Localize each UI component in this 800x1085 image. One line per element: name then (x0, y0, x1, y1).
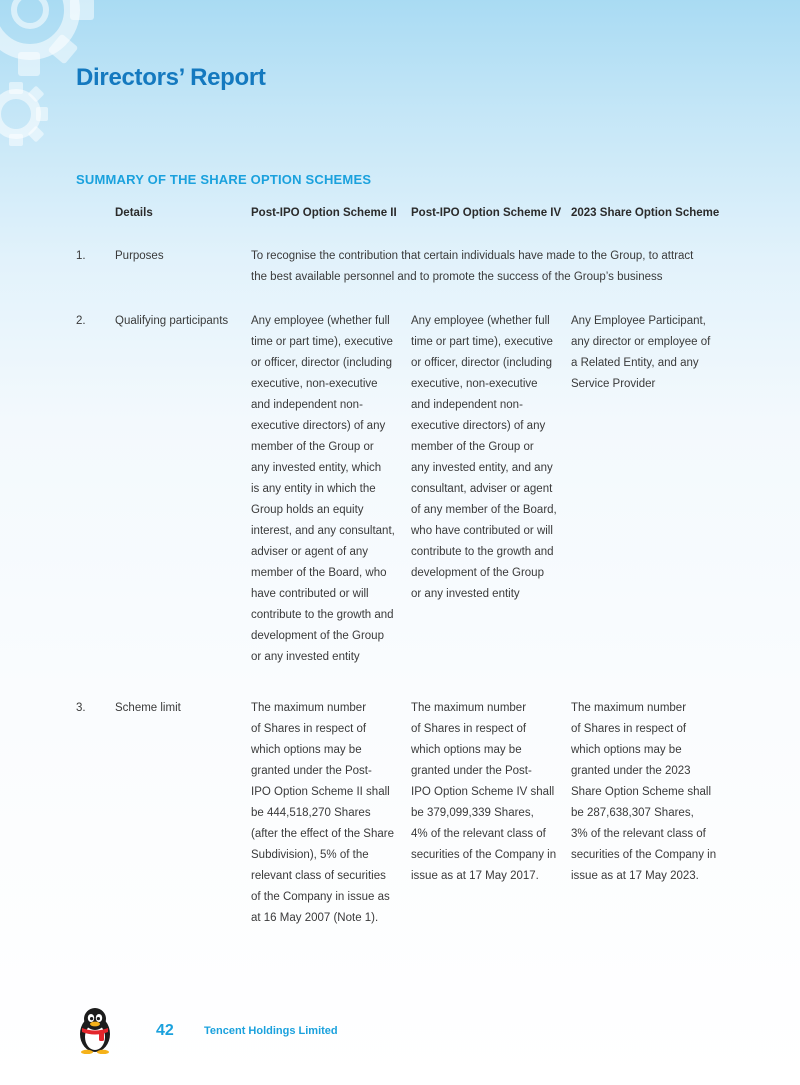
cell-text-line: granted under the Post- (411, 765, 532, 777)
row-label: Qualifying participants (115, 315, 229, 327)
cell-text-line: of any member of the Board, (411, 504, 557, 516)
cell-text-line: member of the Group or (411, 441, 534, 453)
cell-text-line: who have contributed or will (411, 525, 553, 537)
row-number: 2. (76, 315, 86, 327)
cell-text-line: 4% of the relevant class of (411, 828, 546, 840)
cell-text-line: at 16 May 2007 (Note 1). (251, 912, 379, 924)
cell-text-line: adviser or agent of any (251, 546, 368, 558)
company-name: Tencent Holdings Limited (204, 1025, 338, 1037)
cell-2023-scheme (571, 698, 723, 887)
cell-text-line: securities of the Company in (411, 849, 557, 861)
cell-text-line: (after the effect of the Share (251, 828, 394, 840)
row-label: Scheme limit (115, 702, 181, 714)
cell-text-line: of Shares in respect of (251, 723, 367, 735)
row-label: Purposes (115, 250, 164, 262)
cell-text-line: and independent non- (411, 399, 523, 411)
cell-text-line: issue as at 17 May 2023. (571, 870, 699, 882)
cell-text-line: be 287,638,307 Shares, (571, 807, 694, 819)
cell-scheme-iv (411, 311, 563, 605)
cell-text-line: IPO Option Scheme IV shall (411, 786, 555, 798)
cell-text-line: the best available personnel and to promote the success of the Group’s business (251, 271, 663, 283)
cell-text-line: The maximum number (251, 702, 367, 714)
cell-text-line: IPO Option Scheme II shall (251, 786, 390, 798)
cell-text-line: of Shares in respect of (571, 723, 687, 735)
cell-text-line: development of the Group (411, 567, 544, 579)
cell-text-line: To recognise the contribution that certain individuals have made to the Group, to attract (251, 250, 694, 262)
cell-text-line: or officer, director (including (411, 357, 553, 369)
cell-text-line: a Related Entity, and any (571, 357, 699, 369)
cell-text-line: any director or employee of (571, 336, 711, 348)
cell-text-line: The maximum number (571, 702, 687, 714)
cell-text-line: consultant, adviser or agent (411, 483, 553, 495)
cell-text-line: Any Employee Participant, (571, 315, 706, 327)
cell-text-line: which options may be (411, 744, 522, 756)
cell-text-line: be 379,099,339 Shares, (411, 807, 534, 819)
cell-text-line: is any entity in which the (251, 483, 376, 495)
cell-text-line: issue as at 17 May 2017. (411, 870, 539, 882)
cell-text-line: Share Option Scheme shall (571, 786, 711, 798)
cell-text-line: interest, and any consultant, (251, 525, 395, 537)
cell-text-line: have contributed or will (251, 588, 369, 600)
cell-text-line: which options may be (571, 744, 682, 756)
cell-text-line: securities of the Company in (571, 849, 717, 861)
page-title: Directors’ Report (76, 64, 266, 91)
cell-text-line: any invested entity, which (251, 462, 382, 474)
cell-text-line: development of the Group (251, 630, 384, 642)
cell-text-line: or officer, director (including (251, 357, 393, 369)
cell-text-line: The maximum number (411, 702, 527, 714)
cell-text-line: 3% of the relevant class of (571, 828, 706, 840)
cell-text-line: of the Company in issue as (251, 891, 390, 903)
cell-text-line: or any invested entity (251, 651, 360, 663)
cell-text-line: Group holds an equity (251, 504, 364, 516)
cell-text-line: Service Provider (571, 378, 656, 390)
cell-scheme-ii (251, 698, 403, 929)
column-header-scheme-iv: Post-IPO Option Scheme IV (411, 207, 562, 219)
page-number: 42 (156, 1022, 174, 1039)
cell-scheme-iv (411, 698, 563, 887)
cell-text-line: and independent non- (251, 399, 363, 411)
section-heading: SUMMARY OF THE SHARE OPTION SCHEMES (76, 172, 372, 187)
column-header-details: Details (115, 207, 153, 219)
cell-text-line: time or part time), executive (251, 336, 393, 348)
cell-text-line: relevant class of securities (251, 870, 386, 882)
cell-text-line: Any employee (whether full (251, 315, 390, 327)
cell-text-line: member of the Board, who (251, 567, 387, 579)
row-spanning-cell (251, 246, 721, 288)
cell-text-line: executive directors) of any (251, 420, 386, 432)
column-header-2023-scheme: 2023 Share Option Scheme (571, 207, 720, 219)
cell-text-line: executive, non-executive (411, 378, 538, 390)
cell-text-line: contribute to the growth and (411, 546, 554, 558)
row-number: 3. (76, 702, 86, 714)
cell-text-line: executive, non-executive (251, 378, 378, 390)
cell-text-line: of Shares in respect of (411, 723, 527, 735)
cell-text-line: granted under the 2023 (571, 765, 691, 777)
cell-text-line: be 444,518,270 Shares (251, 807, 371, 819)
cell-text-line: Subdivision), 5% of the (251, 849, 369, 861)
cell-text-line: any invested entity, and any (411, 462, 553, 474)
cell-text-line: time or part time), executive (411, 336, 553, 348)
cell-text-line: which options may be (251, 744, 362, 756)
cell-text-line: or any invested entity (411, 588, 520, 600)
cell-text-line: Any employee (whether full (411, 315, 550, 327)
cell-scheme-ii (251, 311, 403, 668)
cell-text-line: contribute to the growth and (251, 609, 394, 621)
cell-text-line: member of the Group or (251, 441, 374, 453)
row-number: 1. (76, 250, 86, 262)
qq-penguin-logo-icon (74, 1006, 116, 1054)
cell-text-line: granted under the Post- (251, 765, 372, 777)
column-header-scheme-ii: Post-IPO Option Scheme II (251, 207, 397, 219)
cell-2023-scheme (571, 311, 723, 395)
cell-text-line: executive directors) of any (411, 420, 546, 432)
